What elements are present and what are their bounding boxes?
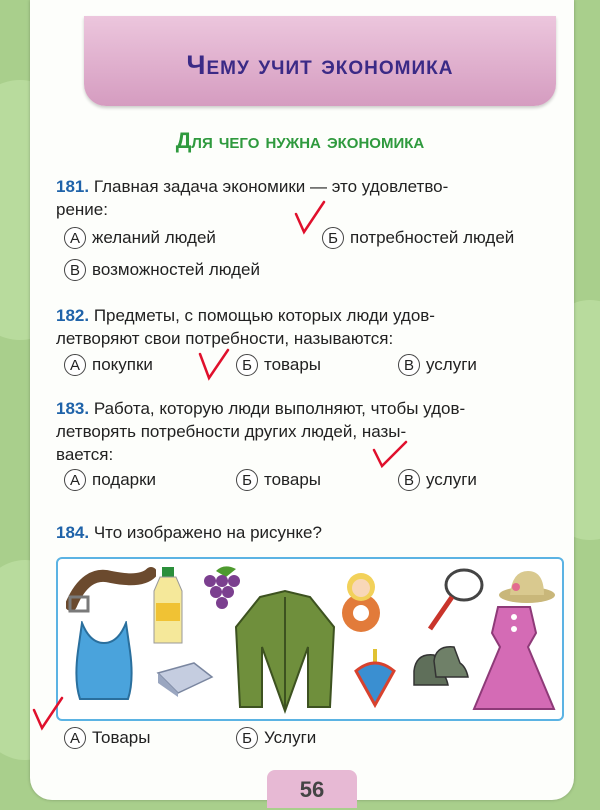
sneakers-icon xyxy=(410,641,472,693)
answer-option-v[interactable] xyxy=(64,259,260,281)
check-mark-icon xyxy=(196,346,232,382)
option-text: подарки xyxy=(92,470,157,489)
question-number: 182. xyxy=(56,306,90,325)
option-letter: В xyxy=(398,469,420,491)
answer-option-b[interactable] xyxy=(236,469,321,491)
option-text: Услуги xyxy=(264,728,317,747)
option-letter: А xyxy=(64,469,86,491)
answer-option-a[interactable] xyxy=(64,354,153,376)
answer-option-a[interactable] xyxy=(64,227,216,249)
tank-top-icon xyxy=(68,621,140,701)
question-text-line: летворяют свои потребности, называются: xyxy=(56,329,394,348)
question-text-line: рение: xyxy=(56,200,108,219)
hat-icon xyxy=(498,565,556,605)
option-text: возможностей людей xyxy=(92,260,260,279)
page-number: 56 xyxy=(299,777,325,802)
spinning-top-icon xyxy=(354,649,396,709)
option-letter: А xyxy=(64,354,86,376)
check-mark-icon xyxy=(292,200,328,236)
question-184 xyxy=(56,521,566,544)
check-mark-icon xyxy=(30,696,66,732)
question-number: 183. xyxy=(56,399,90,418)
page-number-tab xyxy=(267,770,357,808)
answer-option-v[interactable] xyxy=(398,354,477,376)
chapter-header xyxy=(84,16,556,106)
roly-poly-doll-icon xyxy=(338,567,384,633)
option-text: услуги xyxy=(426,470,477,489)
option-text: потребностей людей xyxy=(350,228,515,247)
answer-option-a[interactable] xyxy=(64,727,150,749)
question-text-line: Предметы, с помощью которых люди удов- xyxy=(93,306,435,325)
option-text: покупки xyxy=(92,355,153,374)
answer-option-b[interactable] xyxy=(322,227,514,249)
option-letter: А xyxy=(64,727,86,749)
question-number: 184. xyxy=(56,523,90,542)
section-title: Для чего нужна экономика xyxy=(175,128,425,153)
option-letter: В xyxy=(398,354,420,376)
option-text: желаний людей xyxy=(92,228,216,247)
question-text-line: вается: xyxy=(56,445,114,464)
option-letter: Б xyxy=(236,354,258,376)
question-183 xyxy=(56,397,566,466)
chapter-title: Чему учит экономика xyxy=(186,50,454,80)
question-182 xyxy=(56,304,566,350)
bottle-icon xyxy=(150,567,186,647)
option-text: товары xyxy=(264,355,322,374)
option-letter: А xyxy=(64,227,86,249)
dress-icon xyxy=(472,603,556,715)
question-text-line: Что изображено на рисунке? xyxy=(93,523,322,542)
answer-option-b[interactable] xyxy=(236,354,321,376)
question-text-line: Главная задача экономики — это удовлетво- xyxy=(93,177,449,196)
answer-option-b[interactable] xyxy=(236,727,316,749)
question-text-line: летворять потребности других людей, назы- xyxy=(56,422,407,441)
answer-option-v[interactable] xyxy=(398,469,477,491)
jacket-icon xyxy=(230,587,340,715)
option-letter: Б xyxy=(236,727,258,749)
belt-icon xyxy=(66,565,156,615)
answer-option-a[interactable] xyxy=(64,469,156,491)
package-icon xyxy=(154,659,216,699)
option-text: Товары xyxy=(92,728,151,747)
option-letter: Б xyxy=(236,469,258,491)
check-mark-icon xyxy=(370,438,410,470)
option-letter: Б xyxy=(322,227,344,249)
goods-illustration xyxy=(56,557,564,721)
question-text-line: Работа, которую люди выполняют, чтобы удов- xyxy=(93,399,466,418)
option-text: услуги xyxy=(426,355,477,374)
option-text: товары xyxy=(264,470,322,489)
question-number: 181. xyxy=(56,177,90,196)
option-letter: В xyxy=(64,259,86,281)
